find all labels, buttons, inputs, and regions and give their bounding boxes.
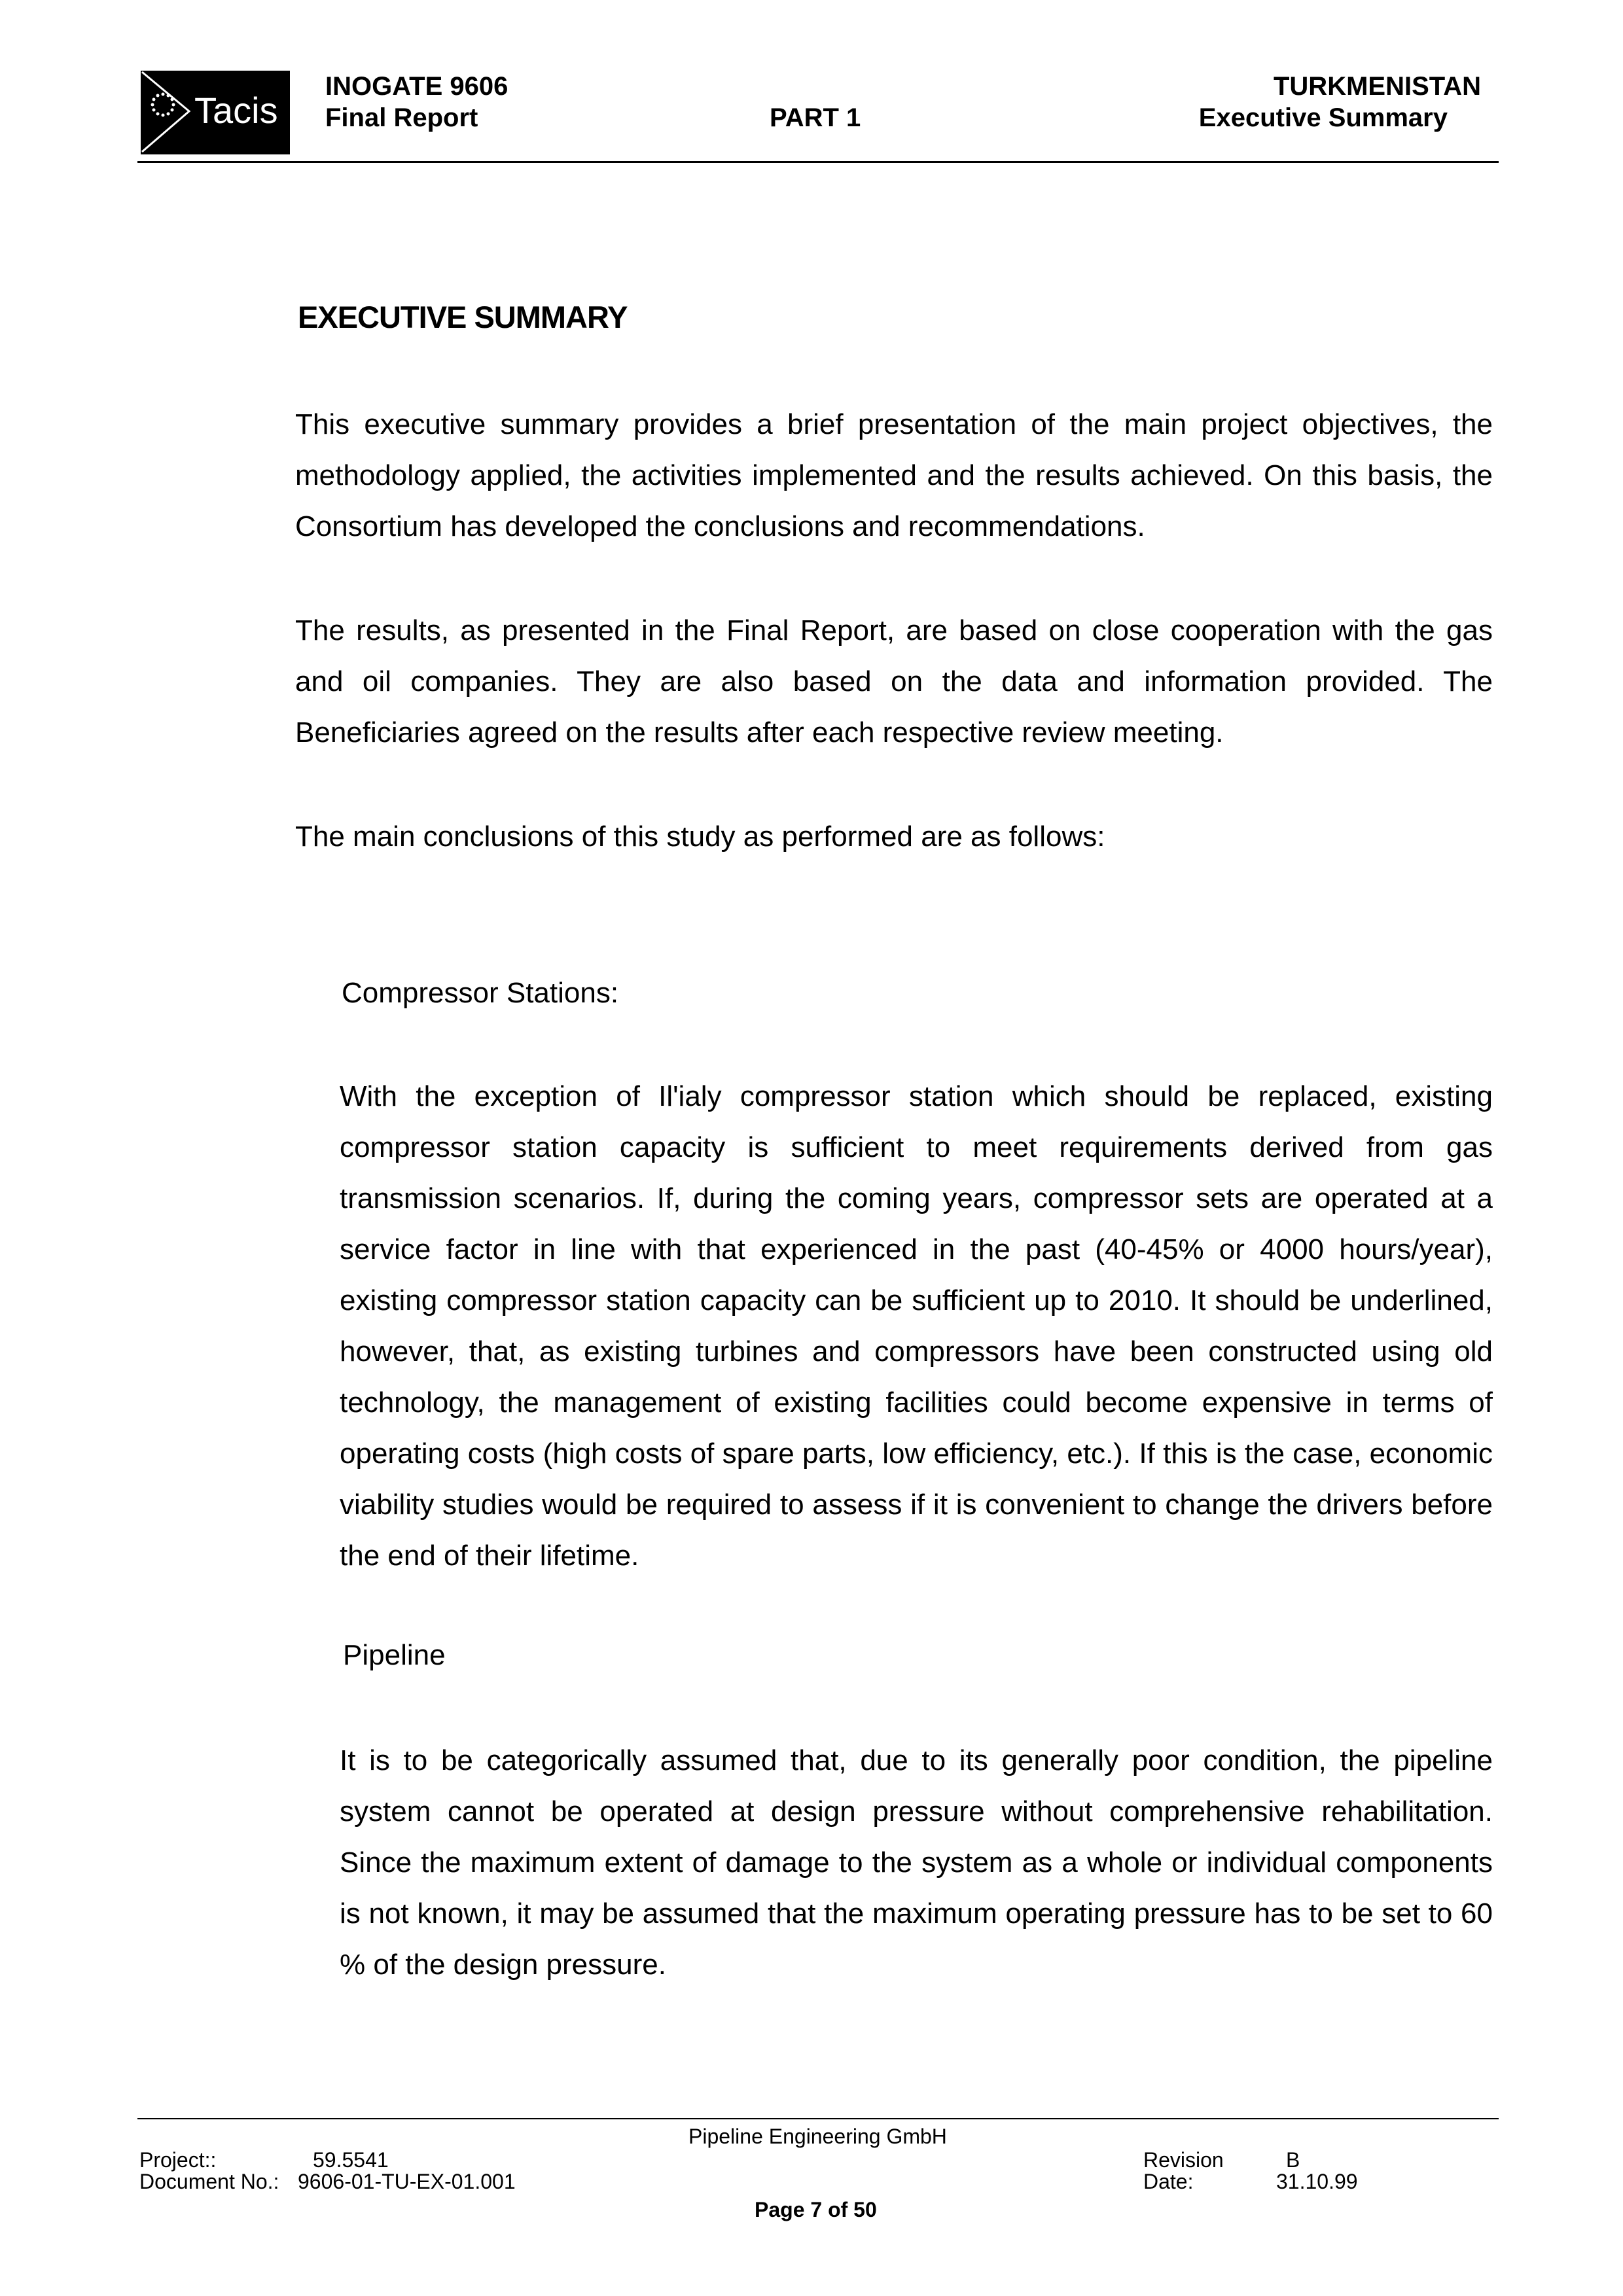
section-heading-compressor-stations: Compressor Stations: [342, 977, 619, 1009]
page-title: EXECUTIVE SUMMARY [298, 300, 628, 334]
footer-revision-label: Revision [1143, 2148, 1224, 2172]
footer-date-label: Date: [1143, 2170, 1194, 2193]
footer-revision-value: B [1286, 2148, 1300, 2172]
footer-document-label: Document No.: [139, 2170, 279, 2193]
header-section: Executive Summary [1198, 103, 1448, 132]
header-program: INOGATE 9606 [325, 72, 508, 101]
footer-page-number: Page 7 of 50 [755, 2198, 877, 2221]
header-report: Final Report [325, 103, 478, 132]
footer-date-value: 31.10.99 [1276, 2170, 1358, 2193]
intro-paragraph-3: The main conclusions of this study as performed are as follows: [295, 821, 1105, 853]
svg-text:Tacis: Tacis [194, 90, 278, 131]
intro-paragraph-1: This executive summary provides a brief presentation of the main project objectives, the methodology applied, the activities implemented and the results achieved. On this basis, the Consortium has developed the conclusions and recommendations. [295, 408, 1493, 542]
header-country: TURKMENISTAN [1273, 72, 1481, 101]
footer-project-value: 59.5541 [313, 2148, 389, 2172]
footer-divider [137, 2118, 1499, 2119]
section-text-compressor-stations: With the exception of Il'ialy compressor station which should be replaced, existing compressor station capacity is sufficient to meet requirements derived from gas transmission scenarios. If, during the coming years, compressor sets are operated at a service factor in line with that experienced in the past (40-45% or 4000 hours/year), existing compressor station capacity can be sufficient up to 2010. It should be underlined, however, that, as existing turbines and compressors have been constructed using old technology, the management of existing facilities could become expensive in terms of operating costs (high costs of spare parts, low efficiency, etc.). If this is the case, economic viability studies would be required to assess if it is convenient to change the drivers before the end of their lifetime. [340, 1080, 1493, 1572]
footer-document-value: 9606-01-TU-EX-01.001 [298, 2170, 516, 2193]
header-divider [137, 161, 1499, 163]
section-heading-pipeline: Pipeline [343, 1639, 446, 1671]
intro-paragraph-2: The results, as presented in the Final Report, are based on close cooperation with the gas and oil companies. They are also based on the data and information provided. The Beneficiaries agreed on the results after each respective review meeting. [295, 614, 1493, 749]
section-text-pipeline: It is to be categorically assumed that, due to its generally poor condition, the pipeline system cannot be operated at design pressure without comprehensive rehabilitation. Since the maximum extent of damage to the system as a whole or individual components is not known, it may be assumed that the maximum operating pressure has to be set to 60 % of the design pressure. [340, 1744, 1493, 1981]
footer-project-label: Project:: [139, 2148, 217, 2172]
tacis-logo [141, 71, 290, 154]
tacis-logo-mark [141, 71, 290, 154]
header-part: PART 1 [770, 103, 861, 132]
footer-company: Pipeline Engineering GmbH [688, 2125, 947, 2148]
